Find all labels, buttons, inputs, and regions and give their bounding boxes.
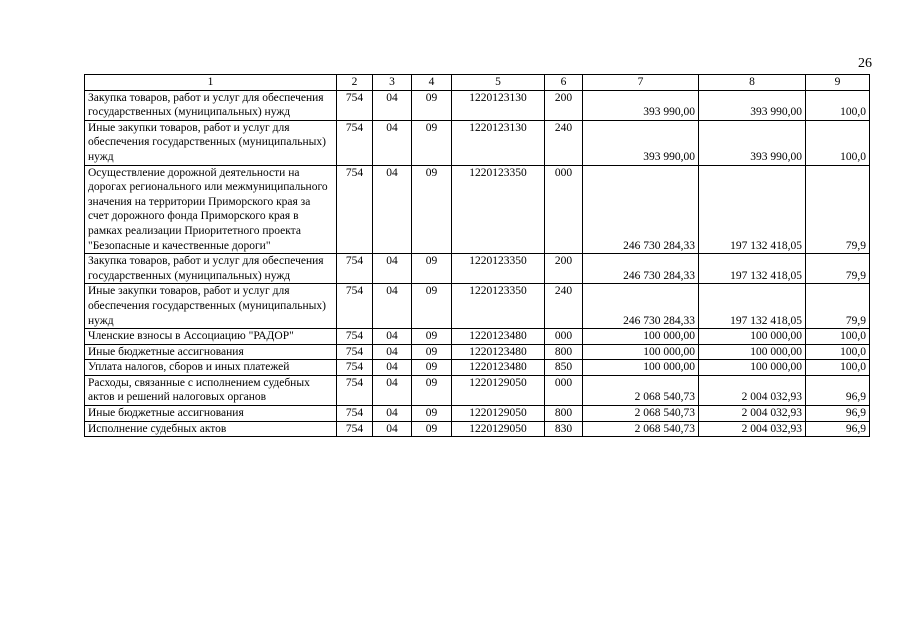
target-article-cell: 1220129050 — [452, 421, 545, 437]
table-row — [85, 284, 870, 329]
ministry-code-cell: 754 — [337, 329, 373, 345]
section-code-cell: 04 — [373, 421, 412, 437]
executed-amount-cell: 197 132 418,05 — [699, 165, 806, 254]
subsection-code-cell: 09 — [412, 329, 452, 345]
expense-name-cell: Уплата налогов, сборов и иных платежей — [85, 360, 337, 376]
execution-percent-cell: 96,9 — [806, 375, 870, 405]
planned-amount-cell: 246 730 284,33 — [583, 254, 699, 284]
ministry-code-cell: 754 — [337, 375, 373, 405]
ministry-code-cell: 754 — [337, 284, 373, 329]
target-article-cell: 1220123130 — [452, 120, 545, 165]
table-row — [85, 360, 870, 376]
table-row — [85, 375, 870, 405]
ministry-code-cell: 754 — [337, 165, 373, 254]
column-header: 2 — [337, 75, 373, 91]
target-article-cell: 1220123130 — [452, 90, 545, 120]
executed-amount-cell: 100 000,00 — [699, 360, 806, 376]
expense-name-cell: Расходы, связанные с исполнением судебных актов и решений налоговых органов — [85, 375, 337, 405]
subsection-code-cell: 09 — [412, 344, 452, 360]
ministry-code-cell: 754 — [337, 406, 373, 422]
expense-name-cell: Иные бюджетные ассигнования — [85, 406, 337, 422]
column-header: 6 — [545, 75, 583, 91]
expense-type-cell: 240 — [545, 120, 583, 165]
expense-name-cell: Иные бюджетные ассигнования — [85, 344, 337, 360]
expense-type-cell: 830 — [545, 421, 583, 437]
execution-percent-cell: 100,0 — [806, 360, 870, 376]
execution-percent-cell: 100,0 — [806, 344, 870, 360]
executed-amount-cell: 100 000,00 — [699, 344, 806, 360]
expense-type-cell: 000 — [545, 329, 583, 345]
expense-type-cell: 000 — [545, 375, 583, 405]
column-header: 9 — [806, 75, 870, 91]
executed-amount-cell: 2 004 032,93 — [699, 406, 806, 422]
subsection-code-cell: 09 — [412, 360, 452, 376]
table-body — [85, 90, 870, 437]
expense-type-cell: 200 — [545, 90, 583, 120]
target-article-cell: 1220123480 — [452, 360, 545, 376]
executed-amount-cell: 2 004 032,93 — [699, 375, 806, 405]
planned-amount-cell: 100 000,00 — [583, 329, 699, 345]
expense-type-cell: 800 — [545, 406, 583, 422]
subsection-code-cell: 09 — [412, 120, 452, 165]
expense-name-cell: Исполнение судебных актов — [85, 421, 337, 437]
subsection-code-cell: 09 — [412, 406, 452, 422]
column-header: 4 — [412, 75, 452, 91]
ministry-code-cell: 754 — [337, 344, 373, 360]
planned-amount-cell: 393 990,00 — [583, 120, 699, 165]
table-row — [85, 254, 870, 284]
ministry-code-cell: 754 — [337, 254, 373, 284]
section-code-cell: 04 — [373, 344, 412, 360]
column-header: 8 — [699, 75, 806, 91]
execution-percent-cell: 96,9 — [806, 421, 870, 437]
planned-amount-cell: 100 000,00 — [583, 360, 699, 376]
expense-type-cell: 200 — [545, 254, 583, 284]
executed-amount-cell: 2 004 032,93 — [699, 421, 806, 437]
subsection-code-cell: 09 — [412, 254, 452, 284]
execution-percent-cell: 100,0 — [806, 120, 870, 165]
expense-name-cell: Осуществление дорожной деятельности на дорогах регионального или межмуниципального значения на территории Приморского края за счет дорожного фонда Приморского края в рамках реализации Приоритетного проекта "Безопасные и качественные дороги" — [85, 165, 337, 254]
target-article-cell: 1220123350 — [452, 254, 545, 284]
section-code-cell: 04 — [373, 120, 412, 165]
ministry-code-cell: 754 — [337, 120, 373, 165]
target-article-cell: 1220123350 — [452, 284, 545, 329]
budget-table — [84, 74, 870, 437]
expense-type-cell: 800 — [545, 344, 583, 360]
expense-name-cell: Закупка товаров, работ и услуг для обеспечения государственных (муниципальных) нужд — [85, 254, 337, 284]
ministry-code-cell: 754 — [337, 421, 373, 437]
target-article-cell: 1220129050 — [452, 406, 545, 422]
section-code-cell: 04 — [373, 360, 412, 376]
table-row — [85, 90, 870, 120]
page-number: 26 — [858, 56, 872, 71]
table-row — [85, 421, 870, 437]
section-code-cell: 04 — [373, 284, 412, 329]
section-code-cell: 04 — [373, 254, 412, 284]
target-article-cell: 1220123350 — [452, 165, 545, 254]
subsection-code-cell: 09 — [412, 421, 452, 437]
target-article-cell: 1220123480 — [452, 344, 545, 360]
subsection-code-cell: 09 — [412, 375, 452, 405]
execution-percent-cell: 79,9 — [806, 284, 870, 329]
planned-amount-cell: 2 068 540,73 — [583, 421, 699, 437]
column-header: 1 — [85, 75, 337, 91]
planned-amount-cell: 2 068 540,73 — [583, 375, 699, 405]
section-code-cell: 04 — [373, 329, 412, 345]
table-header-row — [85, 75, 870, 91]
subsection-code-cell: 09 — [412, 165, 452, 254]
column-header: 3 — [373, 75, 412, 91]
table-row — [85, 329, 870, 345]
section-code-cell: 04 — [373, 375, 412, 405]
target-article-cell: 1220129050 — [452, 375, 545, 405]
execution-percent-cell: 100,0 — [806, 329, 870, 345]
ministry-code-cell: 754 — [337, 360, 373, 376]
expense-name-cell: Членские взносы в Ассоциацию "РАДОР" — [85, 329, 337, 345]
expense-type-cell: 240 — [545, 284, 583, 329]
expense-type-cell: 000 — [545, 165, 583, 254]
expense-name-cell: Иные закупки товаров, работ и услуг для обеспечения государственных (муниципальных) нужд — [85, 284, 337, 329]
section-code-cell: 04 — [373, 165, 412, 254]
table-row — [85, 344, 870, 360]
table-row — [85, 406, 870, 422]
column-header: 7 — [583, 75, 699, 91]
expense-name-cell: Иные закупки товаров, работ и услуг для обеспечения государственных (муниципальных) нужд — [85, 120, 337, 165]
section-code-cell: 04 — [373, 406, 412, 422]
executed-amount-cell: 197 132 418,05 — [699, 284, 806, 329]
executed-amount-cell: 393 990,00 — [699, 90, 806, 120]
table-row — [85, 165, 870, 254]
subsection-code-cell: 09 — [412, 90, 452, 120]
execution-percent-cell: 79,9 — [806, 254, 870, 284]
section-code-cell: 04 — [373, 90, 412, 120]
execution-percent-cell: 100,0 — [806, 90, 870, 120]
expense-name-cell: Закупка товаров, работ и услуг для обеспечения государственных (муниципальных) нужд — [85, 90, 337, 120]
expense-type-cell: 850 — [545, 360, 583, 376]
executed-amount-cell: 100 000,00 — [699, 329, 806, 345]
planned-amount-cell: 246 730 284,33 — [583, 165, 699, 254]
subsection-code-cell: 09 — [412, 284, 452, 329]
executed-amount-cell: 393 990,00 — [699, 120, 806, 165]
planned-amount-cell: 100 000,00 — [583, 344, 699, 360]
executed-amount-cell: 197 132 418,05 — [699, 254, 806, 284]
planned-amount-cell: 2 068 540,73 — [583, 406, 699, 422]
ministry-code-cell: 754 — [337, 90, 373, 120]
execution-percent-cell: 96,9 — [806, 406, 870, 422]
execution-percent-cell: 79,9 — [806, 165, 870, 254]
planned-amount-cell: 393 990,00 — [583, 90, 699, 120]
table-row — [85, 120, 870, 165]
planned-amount-cell: 246 730 284,33 — [583, 284, 699, 329]
target-article-cell: 1220123480 — [452, 329, 545, 345]
column-header: 5 — [452, 75, 545, 91]
